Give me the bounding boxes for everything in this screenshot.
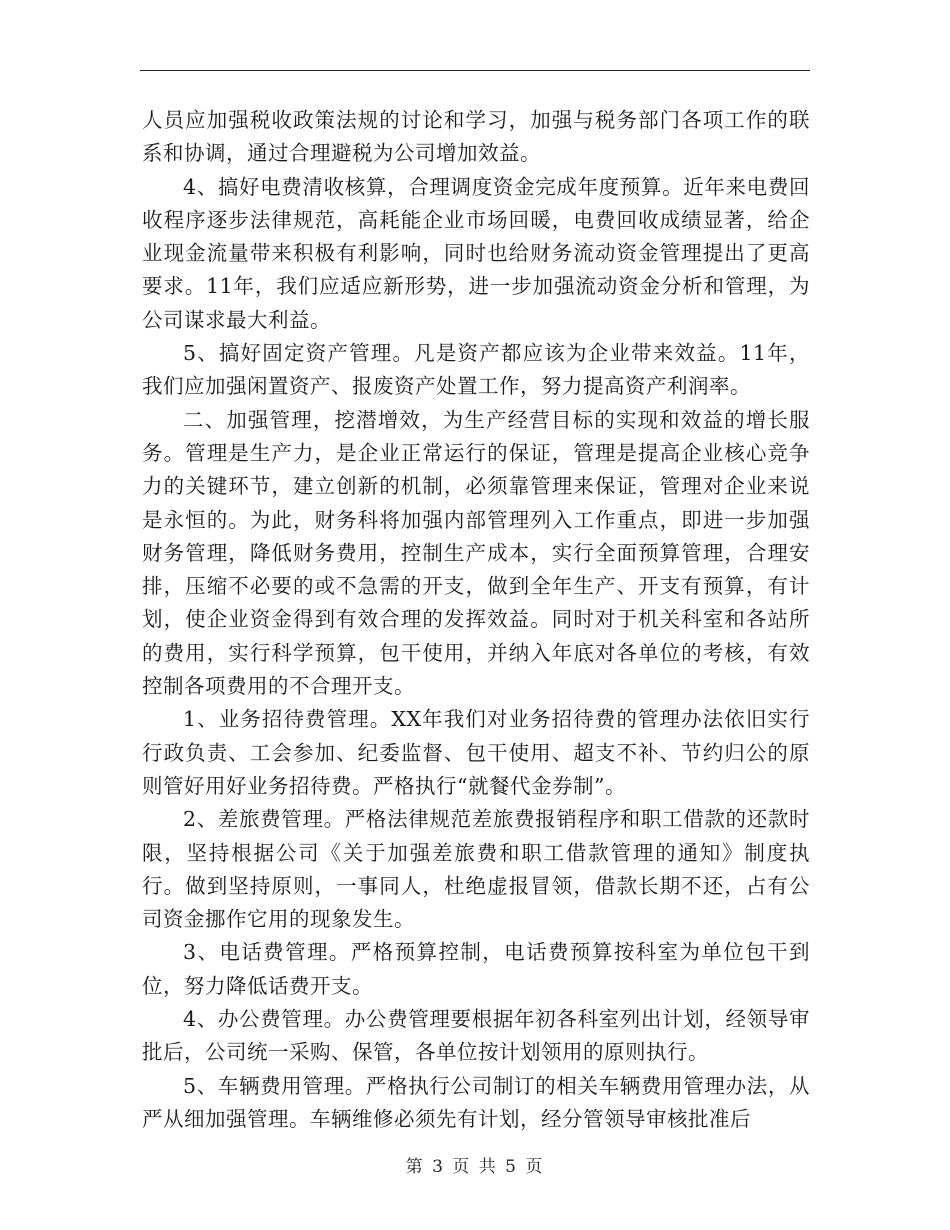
paragraph: 2、差旅费管理。严格法律规范差旅费报销程序和职工借款的还款时限，坚持根据公司《关于加强差旅费和职工借款管理的通知》制度执行。做到坚持原则，一事同人，杜绝虚报冒领，借款长期不还，占有公司资金挪作它用的现象发生。 (142, 807, 810, 932)
paragraph: 1、业务招待费管理。XX年我们对业务招待费的管理办法依旧实行行政负责、工会参加、纪委监督、包干使用、超支不补、节约归公的原则管好用好业务招待费。严格执行“就餐代金券制”。 (142, 707, 810, 798)
paragraph: 人员应加强税收政策法规的讨论和学习，加强与税务部门各项工作的联系和协调，通过合理避税为公司增加效益。 (142, 108, 810, 166)
paragraph: 5、车辆费用管理。严格执行公司制订的相关车辆费用管理办法，从严从细加强管理。车辆维修必须先有计划，经分管领导审核批准后 (142, 1073, 810, 1131)
paragraph: 二、加强管理，挖潜增效，为生产经营目标的实现和效益的增长服务。管理是生产力，是企业正常运行的保证，管理是提高企业核心竞争力的关键环节，建立创新的机制，必须靠管理来保证，管理对企业来说是永恒的。为此，财务科将加强内部管理列入工作重点，即进一步加强财务管理，降低财务费用，控制生产成本，实行全面预算管理，合理安排，压缩不必要的或不急需的开支，做到全年生产、开支有预算，有计划，使企业资金得到有效合理的发挥效益。同时对于机关科室和各站所的费用，实行科学预算，包干使用，并纳入年底对各单位的考核，有效控制各项费用的不合理开支。 (142, 407, 810, 699)
paragraph: 5、搞好固定资产管理。凡是资产都应该为企业带来效益。11年，我们应加强闲置资产、报废资产处置工作，努力提高资产利润率。 (142, 341, 810, 399)
paragraph: 4、搞好电费清收核算，合理调度资金完成年度预算。近年来电费回收程序逐步法律规范，高耗能企业市场回暖，电费回收成绩显著，给企业现金流量带来积极有利影响，同时也给财务流动资金管理提出了更高要求。11年，我们应适应新形势，进一步加强流动资金分析和管理，为公司谋求最大利益。 (142, 174, 810, 332)
paragraph: 3、电话费管理。严格预算控制，电话费预算按科室为单位包干到位，努力降低话费开支。 (142, 940, 810, 998)
document-body (142, 104, 810, 1136)
paragraph: 4、办公费管理。办公费管理要根据年初各科室列出计划，经领导审批后，公司统一采购、保管，各单位按计划领用的原则执行。 (142, 1007, 810, 1065)
header-rule (140, 70, 810, 71)
page-footer: 第 3 页 共 5 页 (405, 1157, 545, 1177)
